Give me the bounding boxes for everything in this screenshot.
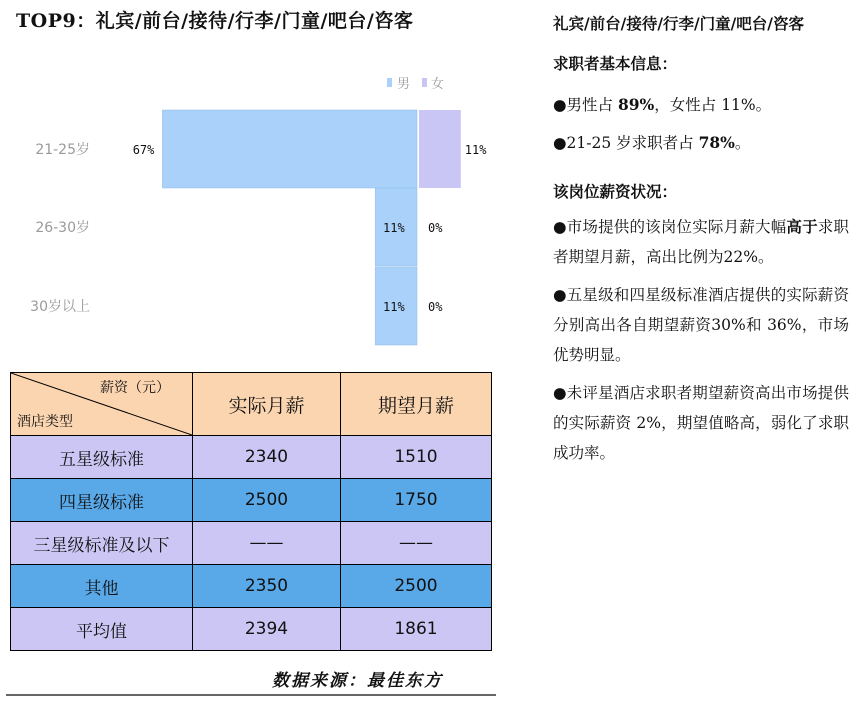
data-source-note: 数据来源：最佳东方	[272, 671, 443, 691]
age-gender-bar-chart	[0, 60, 500, 360]
data-label-male: 11%	[383, 221, 405, 235]
age-text: ●21-25 岁求职者占	[553, 134, 699, 152]
point1-text-end: 求职者期望月薪，高出比例为22%。	[553, 218, 849, 266]
page-title: TOP9：礼宾/前台/接待/行李/门童/吧台/咨客	[16, 10, 414, 32]
table-row	[11, 608, 492, 651]
row-type: 三星级标准及以下	[11, 522, 193, 565]
table-corner-header	[11, 373, 193, 436]
table-header-row	[11, 373, 492, 436]
data-label-male: 11%	[383, 300, 405, 314]
data-label-female: 0%	[428, 221, 443, 235]
row-expected: 1861	[341, 608, 492, 651]
data-label-female: 0%	[428, 300, 443, 314]
data-label-male: 67%	[132, 143, 155, 157]
header-salary-label: 薪资（元）	[100, 380, 170, 396]
legend-female-swatch	[422, 78, 427, 87]
data-label-female: 11%	[464, 143, 487, 157]
female-text: ，女性占 11%。	[654, 96, 772, 114]
bar-female	[419, 110, 461, 188]
table-row	[11, 436, 492, 479]
row-type: 其他	[11, 565, 193, 608]
table-row	[11, 565, 492, 608]
header-actual-salary: 实际月薪	[193, 373, 341, 436]
age-percent: 78%	[698, 133, 735, 152]
row-expected: 1750	[341, 479, 492, 522]
bottom-divider	[6, 694, 496, 696]
salary-point-2: ●五星级和四星级标准酒店提供的实际薪资分别高出各自期望薪资30%和 36%，市场优势明显。	[553, 286, 849, 364]
row-actual: 2394	[193, 608, 341, 651]
point1-emphasis: 高于	[786, 217, 818, 236]
summary-heading: 礼宾/前台/接待/行李/门童/吧台/咨客	[553, 14, 804, 33]
table-row	[11, 522, 492, 565]
row-expected: ——	[341, 522, 492, 565]
row-type: 平均值	[11, 608, 193, 651]
category-label: 21-25岁	[35, 142, 90, 158]
gender-text: ●男性占	[553, 96, 618, 114]
category-label: 30岁以上	[30, 299, 90, 315]
salary-point-3: ●未评星酒店求职者期望薪资高出市场提供的实际薪资 2%，期望值略高，弱化了求职成功率。	[553, 384, 849, 462]
age-text-end: 。	[734, 134, 751, 152]
row-expected: 2500	[341, 565, 492, 608]
basic-info-title: 求职者基本信息：	[553, 54, 678, 73]
row-type: 五星级标准	[11, 436, 193, 479]
summary-panel	[553, 10, 849, 468]
row-actual: ——	[193, 522, 341, 565]
row-expected: 1510	[341, 436, 492, 479]
row-type: 四星级标准	[11, 479, 193, 522]
basic-info-gender	[553, 90, 849, 120]
salary-status-title: 该岗位薪资状况：	[553, 182, 678, 201]
legend-female-label: 女	[431, 77, 445, 92]
salary-table	[10, 372, 492, 651]
basic-info-age	[553, 128, 849, 158]
bar-male	[162, 110, 417, 188]
header-expected-salary: 期望月薪	[341, 373, 492, 436]
legend-male-swatch	[387, 78, 392, 87]
category-label: 26-30岁	[35, 220, 90, 236]
table-row	[11, 479, 492, 522]
salary-point-1	[553, 212, 849, 272]
point1-text: ●市场提供的该岗位实际月薪大幅	[553, 218, 787, 236]
legend-male-label: 男	[397, 77, 411, 92]
header-hotel-type-label: 酒店类型	[17, 414, 73, 430]
row-actual: 2340	[193, 436, 341, 479]
male-percent: 89%	[617, 95, 655, 114]
row-actual: 2350	[193, 565, 341, 608]
row-actual: 2500	[193, 479, 341, 522]
